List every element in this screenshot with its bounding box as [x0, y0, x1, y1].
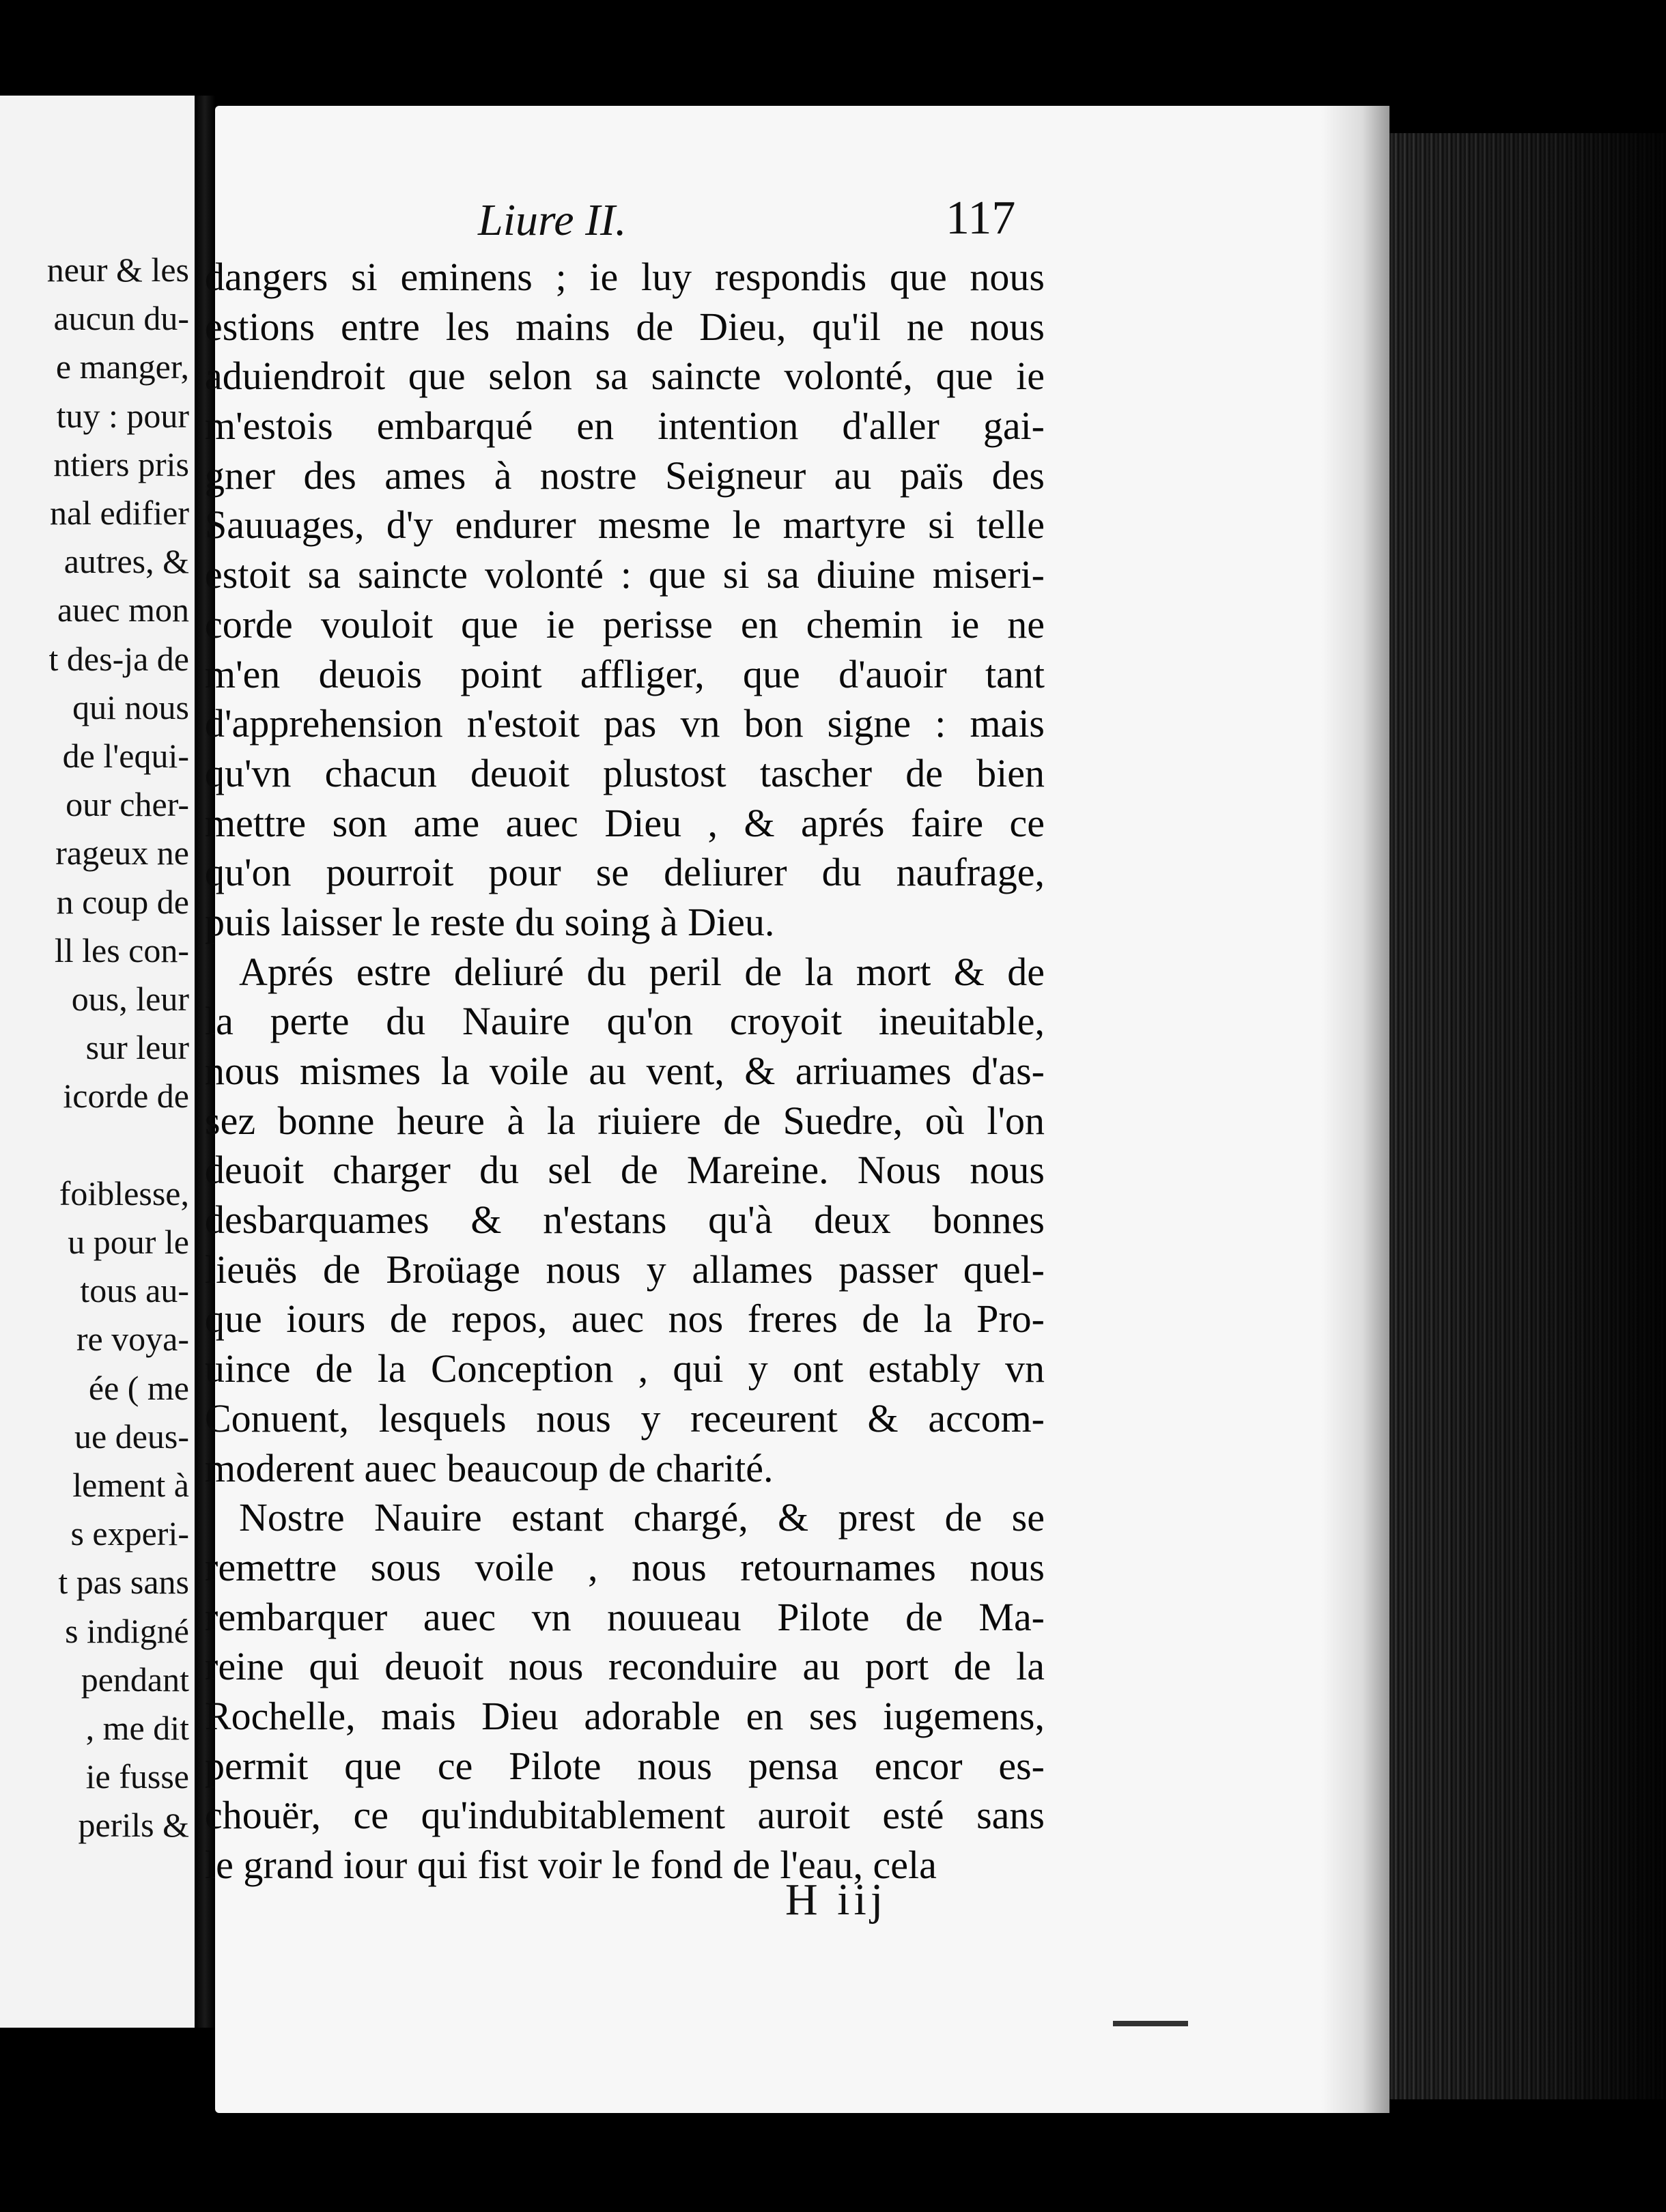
text-line: uince de la Conception , qui y ont estably vn — [205, 1346, 1045, 1391]
left-page-line: auec mon — [57, 591, 189, 629]
text-line: que iours de repos, auec nos freres de la Pro- — [205, 1296, 1045, 1342]
text-line: estions entre les mains de Dieu, qu'il ne nous — [205, 304, 1045, 349]
text-line: sez bonne heure à la riuiere de Suedre, où l'on — [205, 1098, 1045, 1143]
text-line: Rochelle, mais Dieu adorable en ses iugemens, — [205, 1693, 1045, 1738]
left-page-line: u pour le — [68, 1223, 189, 1261]
text-line: permit que ce Pilote nous pensa encor es- — [205, 1743, 1045, 1788]
left-page-line: qui nous — [72, 687, 189, 726]
book-page-edges — [1389, 133, 1666, 2099]
left-page-line: ée ( me — [88, 1368, 189, 1407]
text-line: gner des ames à nostre Seigneur au païs des — [205, 453, 1045, 498]
text-line: remettre sous voile , nous retournames nous — [205, 1544, 1045, 1589]
left-page-line: re voya- — [76, 1320, 189, 1359]
text-line: estoit sa saincte volonté : que si sa diuine miseri- — [205, 552, 1045, 597]
page-number: 117 — [946, 192, 1016, 244]
left-page — [0, 96, 199, 2028]
left-page-line: e manger, — [55, 348, 189, 386]
left-page-line: sur leur — [85, 1028, 189, 1067]
text-line: puis laisser le reste du soing à Dieu. — [205, 899, 775, 944]
left-page-line: aucun du- — [53, 299, 189, 338]
text-line: mettre son ame auec Dieu , & aprés faire ce — [205, 800, 1045, 845]
left-page-line: n coup de — [56, 882, 189, 921]
left-page-line: t pas sans — [58, 1563, 189, 1602]
left-page-line: rageux ne — [55, 834, 189, 873]
text-line: qu'on pourroit pour se deliurer du naufrage, — [205, 850, 1045, 895]
text-line: corde vouloit que ie perisse en chemin ie ne — [205, 601, 1045, 647]
left-page-line: foiblesse, — [59, 1174, 189, 1213]
running-head: Liure II. — [478, 195, 627, 245]
text-line: Aprés estre deliuré du peril de la mort & de — [239, 949, 1045, 994]
left-page-line: pendant — [81, 1660, 189, 1699]
right-page-edge — [1321, 106, 1389, 2113]
body-text — [205, 253, 1045, 1890]
left-page-line: s indigné — [65, 1611, 189, 1650]
left-page-line: neur & les — [46, 251, 189, 289]
left-page-line: ntiers pris — [53, 444, 189, 483]
text-line: moderent auec beaucoup de charité. — [205, 1445, 774, 1490]
text-line: rembarquer auec vn nouueau Pilote de Ma- — [205, 1594, 1045, 1639]
text-line: reine qui deuoit nous reconduire au port de la — [205, 1644, 1045, 1689]
left-page-line: t des-ja de — [48, 639, 189, 678]
text-line: Nostre Nauire estant chargé, & prest de se — [239, 1495, 1045, 1540]
text-line: desbarquames & n'estans qu'à deux bonnes — [205, 1197, 1045, 1243]
left-page-line: s experi- — [70, 1514, 189, 1553]
text-line: qu'vn chacun deuoit plustost tascher de bien — [205, 750, 1045, 795]
left-page-line: lement à — [72, 1466, 189, 1504]
text-line: m'en deuois point affliger, que d'auoir tant — [205, 651, 1045, 696]
text-line: lieuës de Broüage nous y allames passer quel- — [205, 1247, 1045, 1292]
left-page-line: icorde de — [63, 1077, 189, 1116]
ink-mark — [1113, 2021, 1188, 2026]
left-page-line: autres, & — [63, 542, 189, 581]
text-line: Conuent, lesquels nous y receurent & accom- — [205, 1395, 1045, 1441]
left-page-line: our cher- — [66, 785, 189, 824]
left-page-line: ie fusse — [85, 1757, 189, 1796]
signature-mark: H iij — [785, 1875, 888, 1925]
text-line: Sauuages, d'y endurer mesme le martyre si telle — [205, 502, 1045, 548]
text-line: chouër, ce qu'indubitablement auroit esté sans — [205, 1793, 1045, 1838]
left-page-line: ll les con- — [54, 931, 189, 969]
text-line: le grand iour qui fist voir le fond de l'eau, cela — [205, 1843, 937, 1887]
text-line: d'apprehension n'estoit pas vn bon signe : mais — [205, 701, 1045, 746]
left-page-line: , me dit — [85, 1709, 189, 1747]
text-line: m'estois embarqué en intention d'aller gai- — [205, 403, 1045, 449]
left-page-line: tous au- — [80, 1271, 189, 1310]
left-page-line: de l'equi- — [62, 737, 189, 775]
left-page-line: nal edifier — [49, 494, 189, 532]
left-page-line: perils & — [78, 1806, 189, 1845]
left-page-line: tuy : pour — [56, 396, 189, 435]
left-page-line: ous, leur — [71, 980, 189, 1018]
text-line: la perte du Nauire qu'on croyoit ineuitable, — [205, 999, 1045, 1044]
left-page-line: ue deus- — [74, 1417, 189, 1456]
text-line: dangers si eminens ; ie luy respondis que nous — [205, 255, 1045, 299]
text-line: deuoit charger du sel de Mareine. Nous nous — [205, 1148, 1045, 1193]
text-line: nous mismes la voile au vent, & arriuames d'as- — [205, 1049, 1045, 1093]
text-line: aduiendroit que selon sa saincte volonté, que ie — [205, 354, 1045, 399]
